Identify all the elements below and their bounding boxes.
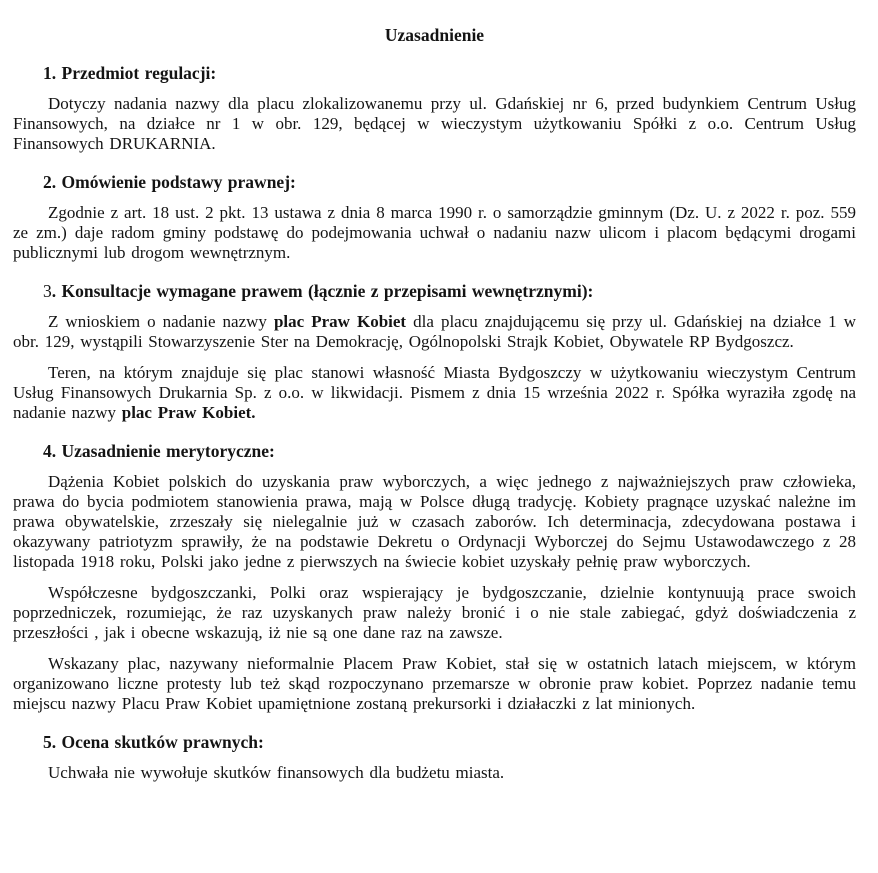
section-4-heading xyxy=(43,441,856,461)
section-omowienie-podstawy-prawnej xyxy=(13,172,856,263)
section-3-heading xyxy=(43,281,856,301)
text-run: Współczesne bydgoszczanki, Polki oraz wspierający je bydgoszczanie, dzielnie kontynuują prace swoich poprzedniczek, rozumiejąc, że raz uzyskanych praw należy bronić i o nie stale zabiegać, gdyż doświadczenia z przeszłości , jak i obecne wskazują, iż nie są one dane raz na zawsze. xyxy=(13,583,856,642)
heading-number: 3 xyxy=(43,281,52,301)
document-title: Uzasadnienie xyxy=(384,25,485,45)
paragraph xyxy=(13,312,856,352)
section-uzasadnienie-merytoryczne xyxy=(13,441,856,714)
text-run: Z wnioskiem o nadanie nazwy xyxy=(48,312,274,331)
section-1-heading xyxy=(43,63,856,83)
text-run: 4. Uzasadnienie merytoryczne: xyxy=(43,441,275,461)
paragraph xyxy=(13,203,856,263)
text-run: Uchwała nie wywołuje skutków finansowych dla budżetu miasta. xyxy=(48,763,505,782)
text-run: Wskazany plac, nazywany nieformalnie Placem Praw Kobiet, stał się w ostatnich latach miejscem, w którym organizowano liczne protesty lub też skąd rozpoczynano przemarsze w obronie praw kobiet. Poprzez nadanie temu miejscu nazwy Placu Praw Kobiet upamiętnione zostaną prekursorki i działaczki z lat minionych. xyxy=(13,654,856,713)
paragraph xyxy=(13,472,856,572)
paragraph xyxy=(13,583,856,643)
text-run: 2. Omówienie podstawy prawnej: xyxy=(43,172,296,192)
text-run: 1. Przedmiot regulacji: xyxy=(43,63,217,83)
text-run: Dążenia Kobiet polskich do uzyskania praw wyborczych, a więc jednego z najważniejszych praw człowieka, prawa do bycia podmiotem stanowienia prawa, mają w Polsce długą tradycję. Kobiety pragnące uzyskać należne im prawa obywatelskie, zrzeszały się nielegalnie już w czasach zaborów. Ich determinacja, zdecydowana postawa i okazywany patriotyzm sprawiły, że na podstawie Dekretu o Ordynacji Wyborczej do Sejmu Ustawodawczego z 28 listopada 1918 roku, Polski jako jedne z pierwszych na świecie kobiet uzyskały pełnię praw wyborczych. xyxy=(13,472,856,571)
section-przedmiot-regulacji xyxy=(13,63,856,154)
section-ocena-skutkow-prawnych xyxy=(13,732,856,783)
text-run: Dotyczy nadania nazwy dla placu zlokalizowanemu przy ul. Gdańskiej nr 6, przed budynkiem Centrum Usług Finansowych, na działce nr 1 w obr. 129, będącej w wieczystym użytkowaniu Spółki z o.o. Centrum Usług Finansowych DRUKARNIA. xyxy=(13,94,856,153)
paragraph xyxy=(13,654,856,714)
bold-text-run: plac Praw Kobiet. xyxy=(121,403,256,422)
text-run: dla placu znajdującemu się przy ul. Gdańskiej na działce 1 w obr. 129, wystąpili Stowarzyszenie Ster na Demokrację, Ogólnopolski Strajk Kobiet, Obywatele RP Bydgoszcz. xyxy=(13,312,857,351)
text-run: Zgodnie z art. 18 ust. 2 pkt. 13 ustawa z dnia 8 marca 1990 r. o samorządzie gminnym (Dz. U. z 2022 r. poz. 559 ze zm.) daje radom gminy podstawę do podejmowania uchwał o nadaniu nazw ulicom i placom będącymi drogami publicznymi lub drogom wewnętrznym. xyxy=(13,203,856,262)
bold-text-run: plac Praw Kobiet xyxy=(273,312,407,331)
text-run: . Konsultacje wymagane prawem (łącznie z przepisami wewnętrznymi): xyxy=(51,281,594,301)
section-2-heading xyxy=(43,172,856,192)
text-run: 5. Ocena skutków prawnych: xyxy=(43,732,264,752)
section-konsultacje xyxy=(13,281,856,423)
section-5-heading xyxy=(43,732,856,752)
paragraph xyxy=(13,94,856,154)
paragraph xyxy=(13,763,856,783)
text-run: Teren, na którym znajduje się plac stanowi własność Miasta Bydgoszczy w użytkowaniu wieczystym Centrum Usług Finansowych Drukarnia Sp. z o.o. w likwidacji. Pismem z dnia 15 września 2022 r. Spółka wyraziła zgodę na nadanie nazwy xyxy=(13,363,856,422)
paragraph xyxy=(13,363,856,423)
